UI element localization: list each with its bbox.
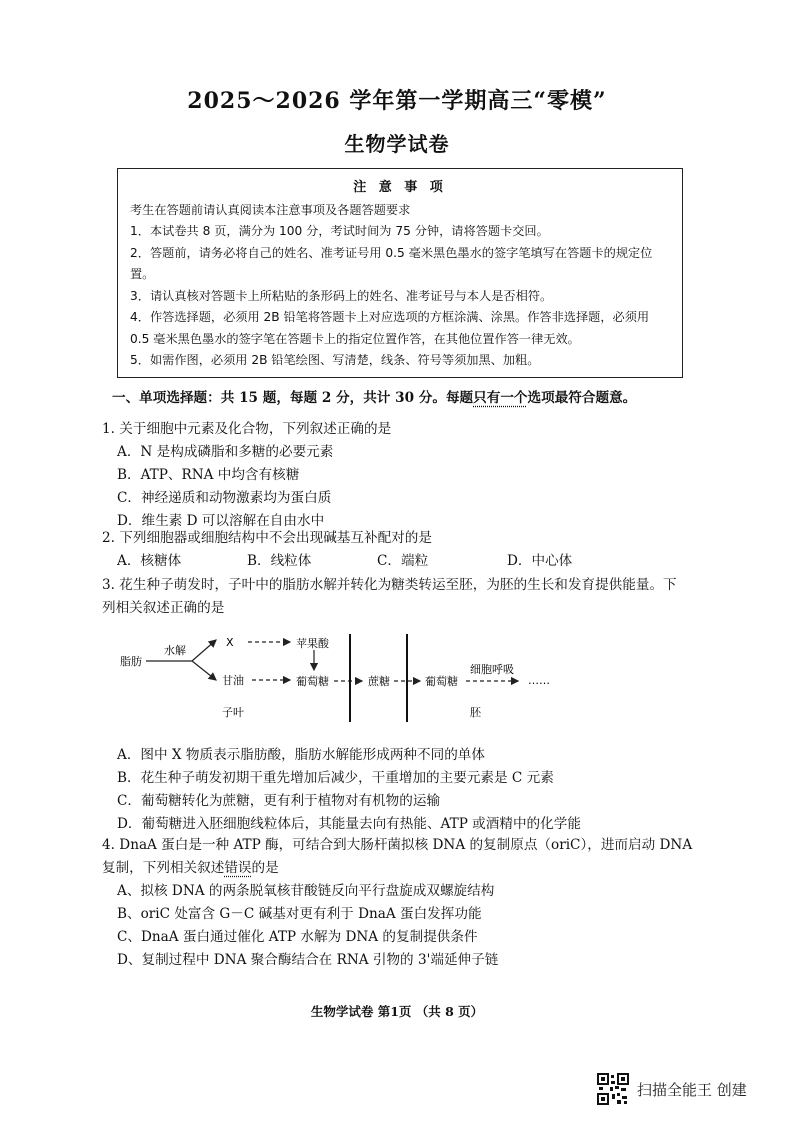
question-stem-line1: 3. 花生种子萌发时，子叶中的脂肪水解并转化为糖类转运至胚，为胚的生长和发育提供能量。下 bbox=[102, 577, 677, 593]
option-b: B．ATP、RNA 中均含有核糖 bbox=[117, 467, 300, 483]
option-d: D．葡萄糖进入胚细胞线粒体后，其能量去向有热能、ATP 或酒精中的化学能 bbox=[117, 816, 581, 832]
stem-emph: 错误 bbox=[224, 860, 252, 876]
notice-intro: 考生在答题前请认真阅读本注意事项及各题答题要求 bbox=[130, 202, 411, 217]
question-stem-line1: 4. DnaA 蛋白是一种 ATP 酶，可结合到大肠杆菌拟核 DNA 的复制原点（oriC），进而启动 DNA bbox=[102, 837, 693, 853]
notice-item: 4．作答选择题，必须用 2B 铅笔将答题卡上对应选项的方框涂满、涂黑。作答非选择题，必须用 0.5 毫米黑色墨水的签字笔在答题卡上的指定位置作答，在其他位置作答一律无效。 bbox=[130, 310, 650, 346]
question-3 bbox=[102, 574, 702, 620]
question-stem-line2 bbox=[102, 857, 702, 880]
label-respiration: 细胞呼吸 bbox=[470, 663, 514, 676]
fat-conversion-diagram bbox=[110, 626, 570, 726]
label-embryo: 胚 bbox=[470, 706, 481, 719]
section-heading-tail: 选项最符合题意。 bbox=[527, 390, 637, 406]
question-1 bbox=[102, 418, 702, 533]
label-cotyledon: 子叶 bbox=[222, 706, 244, 719]
label-ellipsis: …… bbox=[528, 674, 550, 687]
option-b: B．线粒体 bbox=[247, 553, 312, 569]
page-subtitle: 生物学试卷 bbox=[344, 132, 450, 156]
label-fat: 脂肪 bbox=[120, 655, 142, 668]
option-b: B．花生种子萌发初期干重先增加后减少，干重增加的主要元素是 C 元素 bbox=[117, 770, 554, 786]
option-c: C．端粒 bbox=[377, 553, 429, 569]
page-title: 2025～2026 学年第一学期高三“零模” bbox=[187, 88, 607, 114]
question-stem-line2: 列相关叙述正确的是 bbox=[102, 600, 225, 616]
stem-text: 复制，下列相关叙述 bbox=[102, 860, 225, 876]
option-d: D．维生素 D 可以溶解在自由水中 bbox=[117, 513, 325, 529]
section-heading-emph: 只有一个 bbox=[473, 390, 528, 406]
option-c: C．葡萄糖转化为蔗糖，更有利于植物对有机物的运输 bbox=[117, 793, 441, 809]
label-glucose-1: 葡萄糖 bbox=[296, 675, 329, 688]
label-sucrose: 蔗糖 bbox=[368, 675, 390, 688]
section-heading bbox=[112, 387, 712, 410]
option-a: A．N 是构成磷脂和多糖的必要元素 bbox=[117, 444, 334, 460]
section-heading-main: 一、单项选择题：共 15 题，每题 2 分，共计 30 分。每题 bbox=[112, 390, 474, 406]
question-2 bbox=[102, 527, 702, 573]
option-d: D．中心体 bbox=[507, 553, 573, 569]
question-4 bbox=[102, 834, 702, 972]
question-3-options bbox=[102, 744, 702, 836]
option-a: A、拟核 DNA 的两条脱氧核苷酸链反向平行盘旋成双螺旋结构 bbox=[117, 883, 495, 899]
label-malic-acid: 苹果酸 bbox=[296, 637, 329, 650]
label-x: X bbox=[226, 636, 234, 649]
page-footer: 生物学试卷 第1页 （共 8 页） bbox=[310, 1004, 484, 1019]
option-a: A．核糖体 bbox=[117, 553, 182, 569]
arrow-to-glycerol bbox=[192, 661, 216, 680]
scanner-watermark bbox=[597, 1073, 747, 1105]
option-a: A．图中 X 物质表示脂肪酸，脂肪水解能形成两种不同的单体 bbox=[117, 747, 485, 763]
qr-code-icon bbox=[597, 1073, 629, 1105]
stem-text-tail: 的是 bbox=[251, 860, 279, 876]
option-row bbox=[102, 550, 702, 573]
label-hydrolysis: 水解 bbox=[164, 644, 186, 657]
option-b: B、oriC 处富含 G－C 碱基对更有利于 DnaA 蛋白发挥功能 bbox=[117, 906, 482, 922]
notice-box bbox=[117, 168, 683, 378]
notice-item: 2．答题前，请务必将自己的姓名、准考证号用 0.5 毫米黑色墨水的签字笔填写在答题卡的规定位置。 bbox=[130, 245, 653, 281]
label-glycerol: 甘油 bbox=[222, 674, 244, 687]
notice-item: 5．如需作图，必须用 2B 铅笔绘图、写清楚，线条、符号等须加黑、加粗。 bbox=[130, 353, 540, 367]
label-glucose-2: 葡萄糖 bbox=[425, 675, 458, 688]
arrow-to-x bbox=[192, 640, 216, 661]
notice-item: 3．请认真核对答题卡上所粘贴的条形码上的姓名、准考证号与本人是否相符。 bbox=[130, 288, 553, 303]
option-c: C．神经递质和动物激素均为蛋白质 bbox=[117, 490, 332, 506]
option-c: C、DnaA 蛋白通过催化 ATP 水解为 DNA 的复制提供条件 bbox=[117, 929, 478, 945]
option-d: D、复制过程中 DNA 聚合酶结合在 RNA 引物的 3'端延伸子链 bbox=[117, 952, 499, 968]
watermark-text: 扫描全能王 创建 bbox=[637, 1080, 747, 1099]
notice-title: 注 意 事 项 bbox=[353, 180, 447, 195]
notice-item: 1．本试卷共 8 页，满分为 100 分，考试时间为 75 分钟，请将答题卡交回。 bbox=[130, 224, 549, 238]
question-stem: 1. 关于细胞中元素及化合物，下列叙述正确的是 bbox=[102, 421, 392, 437]
question-stem: 2. 下列细胞器或细胞结构中不会出现碱基互补配对的是 bbox=[102, 530, 432, 546]
